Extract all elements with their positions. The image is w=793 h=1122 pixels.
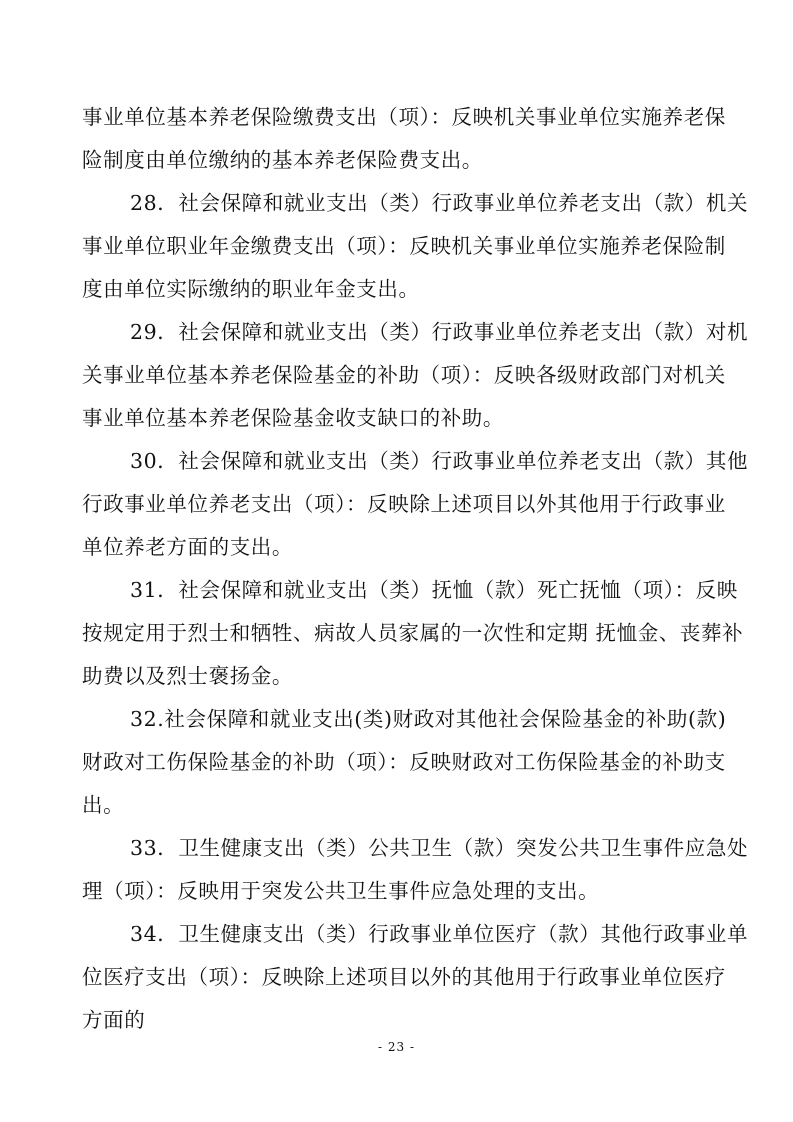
text-line-17: 出。: [82, 793, 125, 817]
text-line-10: 行政事业单位养老支出（项）：反映除上述项目以外其他用于行政事业: [82, 492, 726, 516]
text-line-16: 财政对工伤保险基金的补助（项）：反映财政对工伤保险基金的补助支: [82, 750, 726, 774]
item-31-heading: 31．社会保障和就业支出（类）抚恤（款）死亡抚恤（项）：反映: [130, 578, 738, 602]
item-30-heading: 30．社会保障和就业支出（类）行政事业单位养老支出（款）其他: [130, 449, 749, 473]
text-line-1: 事业单位基本养老保险缴费支出（项）：反映机关事业单位实施养老保: [82, 105, 726, 129]
item-34-heading: 34．卫生健康支出（类）行政事业单位医疗（款）其他行政事业单: [130, 922, 749, 946]
item-33-heading: 33．卫生健康支出（类）公共卫生（款）突发公共卫生事件应急处: [130, 836, 749, 860]
text-line-5: 度由单位实际缴纳的职业年金支出。: [82, 277, 420, 301]
text-line-22: 方面的: [82, 1008, 146, 1032]
text-line-4: 事业单位职业年金缴费支出（项）：反映机关事业单位实施养老保险制: [82, 234, 726, 258]
item-28-heading: 28．社会保障和就业支出（类）行政事业单位养老支出（款）机关: [130, 191, 749, 215]
text-line-2: 险制度由单位缴纳的基本养老保险费支出。: [82, 148, 483, 172]
text-line-13: 按规定用于烈士和牺牲、病故人员家属的一次性和定期 抚恤金、丧葬补: [82, 621, 744, 645]
document-body: [82, 96, 749, 1042]
text-line-21: 位医疗支出（项）：反映除上述项目以外的其他用于行政事业单位医疗: [82, 965, 726, 989]
page-number: - 23 -: [377, 1040, 415, 1054]
text-line-11: 单位养老方面的支出。: [82, 535, 293, 559]
item-32-heading: 32.社会保障和就业支出(类)财政对其他社会保险基金的补助(款): [130, 707, 727, 731]
text-line-7: 关事业单位基本养老保险基金的补助（项）：反映各级财政部门对机关: [82, 363, 726, 387]
text-line-19: 理（项）：反映用于突发公共卫生事件应急处理的支出。: [82, 879, 600, 903]
text-line-8: 事业单位基本养老保险基金收支缺口的补助。: [82, 406, 504, 430]
text-line-14: 助费以及烈士褒扬金。: [82, 664, 293, 688]
item-29-heading: 29．社会保障和就业支出（类）行政事业单位养老支出（款）对机: [130, 320, 749, 344]
